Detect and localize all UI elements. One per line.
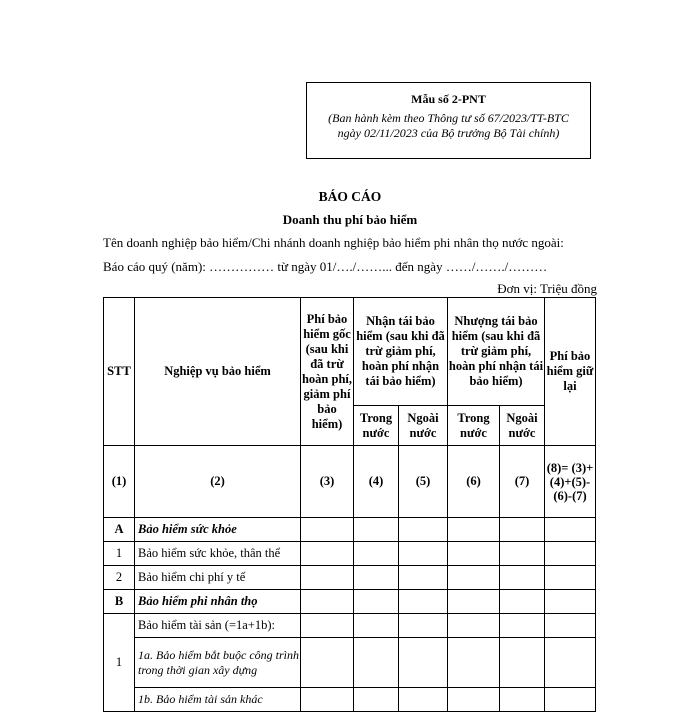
form-number-box (306, 82, 591, 159)
premium-revenue-table (103, 297, 596, 712)
header-outward-domestic: Trong nước (448, 406, 500, 446)
row-label: Bảo hiểm tài sản (=1a+1b): (135, 614, 301, 638)
report-title: BÁO CÁO (318, 189, 382, 204)
company-name-line: Tên doanh nghiệp bảo hiểm/Chi nhánh doanh nghiệp bảo hiểm phi nhân thọ nước ngoài: (103, 235, 564, 250)
col-number: (5) (399, 446, 448, 518)
row-stt: 1 (104, 614, 135, 712)
header-outward-foreign: Ngoài nước (500, 406, 545, 446)
col-number: (4) (354, 446, 399, 518)
col-number: (6) (448, 446, 500, 518)
table-row (104, 542, 596, 566)
header-inward-reinsurance: Nhận tái bảo hiểm (sau khi đã trừ giảm phí, hoàn phí nhận tái bảo hiểm) (354, 298, 448, 406)
col-number: (2) (135, 446, 301, 518)
row-sublabel: 1b. Bảo hiểm tài sản khác (135, 688, 301, 712)
header-business-line: Nghiệp vụ bảo hiểm (135, 298, 301, 446)
table-row (104, 518, 596, 542)
row-stt: B (104, 590, 135, 614)
header-inward-domestic: Trong nước (354, 406, 399, 446)
row-sublabel: 1a. Bảo hiểm bắt buộc công trình trong thời gian xây dựng (135, 638, 301, 688)
row-stt: 1 (104, 542, 135, 566)
header-retained-premium: Phí bảo hiểm giữ lại (545, 298, 596, 446)
form-issuance-note: (Ban hành kèm theo Thông tư số 67/2023/TT-BTC ngày 02/11/2023 của Bộ trưởng Bộ Tài chính) (328, 111, 569, 140)
row-label: Bảo hiểm phi nhân thọ (135, 590, 301, 614)
col-number: (3) (301, 446, 354, 518)
table-row (104, 566, 596, 590)
col-number: (7) (500, 446, 545, 518)
header-stt: STT (104, 298, 135, 446)
table-row (104, 614, 596, 638)
report-period-line: Báo cáo quý (năm): …………… từ ngày 01/…./……... đến ngày ……/……./……… (103, 259, 548, 274)
header-outward-reinsurance: Nhượng tái bảo hiểm (sau khi đã trừ giảm phí, hoàn phí nhận tái bảo hiểm) (448, 298, 545, 406)
col-number-formula: (8)= (3)+ (4)+(5)- (6)-(7) (545, 446, 596, 518)
col-number: (1) (104, 446, 135, 518)
table-row (104, 638, 596, 688)
header-inward-foreign: Ngoài nước (399, 406, 448, 446)
row-stt: A (104, 518, 135, 542)
row-label: Bảo hiểm chi phí y tế (135, 566, 301, 590)
row-stt: 2 (104, 566, 135, 590)
table-row (104, 590, 596, 614)
row-label: Bảo hiểm sức khỏe, thân thể (135, 542, 301, 566)
row-label: Bảo hiểm sức khỏe (135, 518, 301, 542)
unit-label: Đơn vị: Triệu đồng (497, 281, 597, 296)
header-gross-premium: Phí bảo hiểm gốc (sau khi đã trừ hoàn phí, giảm phí bảo hiểm) (301, 298, 354, 446)
report-subtitle: Doanh thu phí bảo hiểm (282, 212, 418, 227)
form-number: Mẫu số 2-PNT (411, 92, 486, 106)
